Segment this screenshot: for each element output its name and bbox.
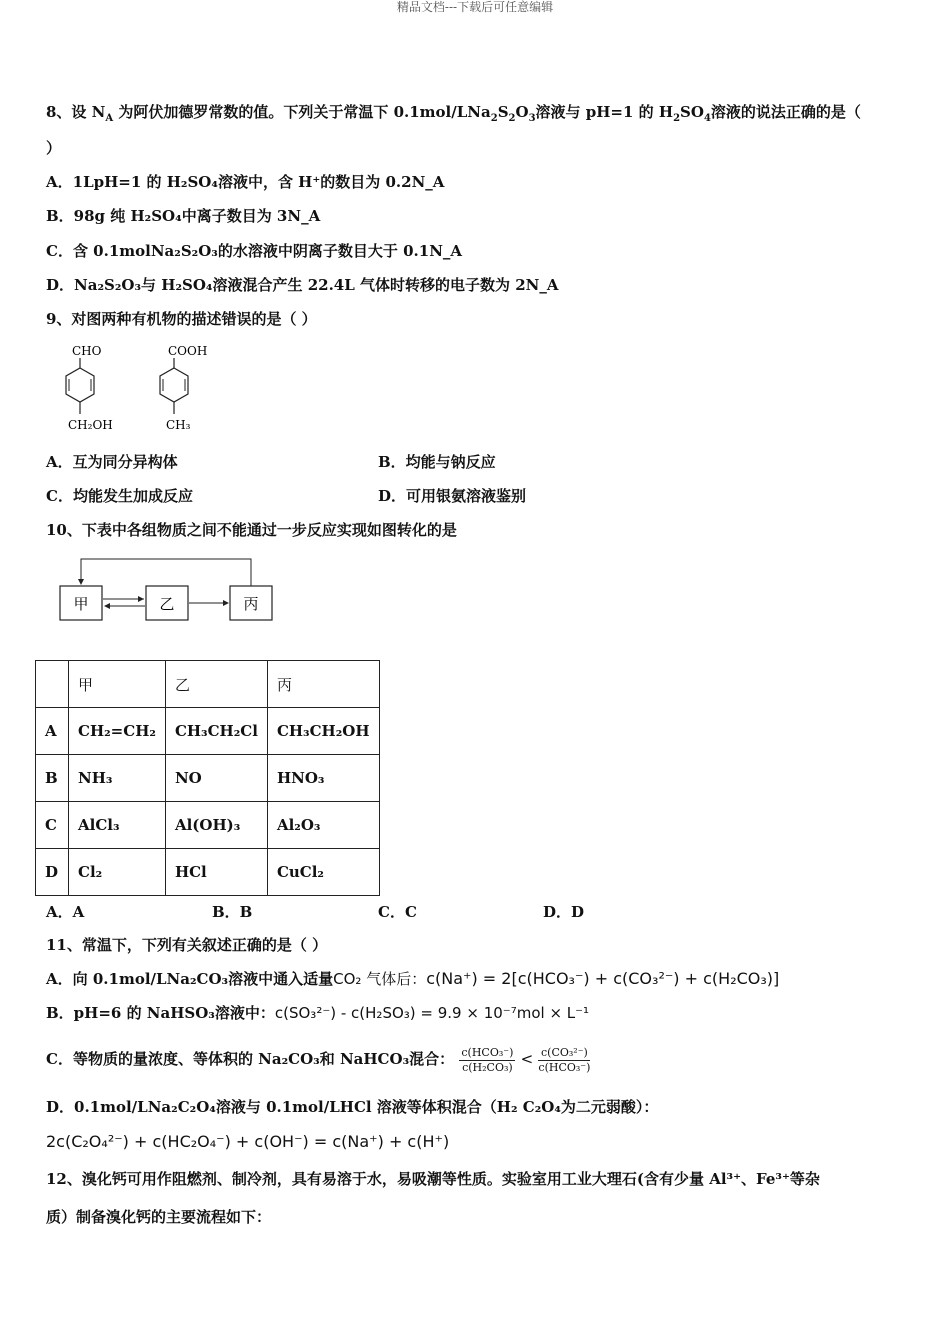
q11-b-text: B．pH=6 的 NaHSO₃溶液中： <box>46 1004 275 1022</box>
table-header-row <box>36 661 380 708</box>
molecule-1 <box>66 344 113 432</box>
table-row <box>36 755 380 802</box>
q9-option-d: D．可用银氨溶液鉴别 <box>378 487 527 505</box>
q8-option-a: A．1LpH=1 的 H₂SO₄溶液中，含 H⁺的数目为 0.2N_A <box>46 173 445 191</box>
q11-option-b <box>46 1003 589 1023</box>
mol1-top-label: CHO <box>72 344 102 358</box>
molecule-2 <box>160 344 207 432</box>
q9-option-a: A．互为同分异构体 <box>46 453 178 471</box>
q11-a-text: A．向 0.1mol/LNa₂CO₃溶液中通入适量 <box>46 970 334 988</box>
table-cell: D <box>36 849 69 896</box>
q11-b-formula: c(SO₃²⁻) - c(H₂SO₃) = 9.9 × 10⁻⁷mol × L⁻¹ <box>274 1004 590 1022</box>
q10-option-d: D．D <box>543 903 585 921</box>
table-cell: NO <box>165 755 267 802</box>
table-header-cell <box>36 661 69 708</box>
q11-a-gas: CO₂ 气体后： <box>333 970 427 988</box>
fraction-denominator: c(H₂CO₃) <box>462 1060 513 1074</box>
table-row <box>36 849 380 896</box>
q11-c-fraction-2 <box>538 1046 590 1075</box>
q10-stem: 10、下表中各组物质之间不能通过一步反应实现如图转化的是 <box>46 521 457 539</box>
q11-c-text: C．等物质的量浓度、等体积的 Na₂CO₃和 NaHCO₃混合： <box>46 1050 455 1068</box>
q8-option-c: C．含 0.1molNa₂S₂O₃的水溶液中阴离子数目大于 0.1N_A <box>46 242 463 260</box>
fraction-numerator: c(HCO₃⁻) <box>461 1045 514 1059</box>
table-row <box>36 708 380 755</box>
table-cell: CH₃CH₂Cl <box>165 708 267 755</box>
q10-table <box>35 660 380 896</box>
q10-option-c: C．C <box>378 903 417 921</box>
q8-stem-part: 8、设 N <box>46 103 106 121</box>
box-bing-label: 丙 <box>243 595 259 613</box>
q11-option-c <box>46 1040 590 1078</box>
table-cell: NH₃ <box>69 755 166 802</box>
box-jia-label: 甲 <box>73 595 89 613</box>
table-cell: Al₂O₃ <box>267 802 379 849</box>
table-cell: AlCl₃ <box>69 802 166 849</box>
q11-stem: 11、常温下，下列有关叙述正确的是（ ） <box>46 936 328 954</box>
fraction-denominator: c(HCO₃⁻) <box>538 1060 591 1074</box>
q8-stem-sub: A <box>105 113 114 124</box>
q9-option-b: B．均能与钠反应 <box>378 453 496 471</box>
table-cell: A <box>36 708 69 755</box>
q11-option-a <box>46 969 779 989</box>
q11-a-formula: c(Na⁺) = 2[c(HCO₃⁻) + c(CO₃²⁻) + c(H₂CO₃)] <box>426 969 780 988</box>
table-row <box>36 802 380 849</box>
q8-option-b: B．98g 纯 H₂SO₄中离子数目为 3N_A <box>46 207 321 225</box>
conversion-diagram <box>58 556 278 626</box>
mol2-bottom-label: CH₃ <box>166 418 191 432</box>
table-cell: HCl <box>165 849 267 896</box>
q8-option-d: D．Na₂S₂O₃与 H₂SO₄溶液混合产生 22.4L 气体时转移的电子数为 2N_A <box>46 276 559 294</box>
organic-structures-figure <box>50 342 230 437</box>
q11-option-d: D．0.1mol/LNa₂C₂O₄溶液与 0.1mol/LHCl 溶液等体积混合（H₂ C₂O₄为二元弱酸）： <box>46 1098 659 1116</box>
table-cell: CuCl₂ <box>267 849 379 896</box>
mol2-top-label: COOH <box>168 344 208 358</box>
table-cell: HNO₃ <box>267 755 379 802</box>
q11-c-operator: < <box>520 1050 534 1068</box>
table-cell: CH₃CH₂OH <box>267 708 379 755</box>
q8-stem: 8、设 $N_A$ 为阿伏加德罗常数的值。下列关于常温下 $0.1mol/LNa_2S_2O_3$溶液与 pH=1 的 $H_2SO_4$溶液的说法正确的是（ <box>46 103 861 124</box>
q8-stem-part: 为阿伏加德罗常数的值。下列关于常温下 0.1mol/LNa <box>113 103 491 121</box>
table-cell: Cl₂ <box>69 849 166 896</box>
q8-stem-part: 溶液的说法正确的是（ <box>710 103 861 121</box>
table-cell: C <box>36 802 69 849</box>
table-cell: B <box>36 755 69 802</box>
q11-d-formula: 2c(C₂O₄²⁻) + c(HC₂O₄⁻) + c(OH⁻) = c(Na⁺) + c(H⁺) <box>46 1132 450 1151</box>
table-cell: CH₂=CH₂ <box>69 708 166 755</box>
table-header-cell: 甲 <box>69 661 166 708</box>
q9-stem: 9、对图两种有机物的描述错误的是（ ） <box>46 310 317 328</box>
fraction-numerator: c(CO₃²⁻) <box>538 1046 590 1061</box>
box-yi-label: 乙 <box>159 595 175 613</box>
page-header: 精品文档---下载后可任意编辑 <box>396 0 554 14</box>
q12-stem-line2: 质）制备溴化钙的主要流程如下： <box>46 1208 272 1226</box>
q12-stem-line1: 12、溴化钙可用作阻燃剂、制冷剂，具有易溶于水，易吸潮等性质。实验室用工业大理石(含有少量 Al³⁺、Fe³⁺等杂 <box>46 1170 820 1188</box>
table-cell: Al(OH)₃ <box>165 802 267 849</box>
q8-stem-close: ） <box>46 139 62 157</box>
q9-option-c: C．均能发生加成反应 <box>46 487 193 505</box>
mol1-bottom-label: CH₂OH <box>68 418 113 432</box>
q8-stem-part: 溶液与 pH=1 的 H <box>535 103 674 121</box>
table-header-cell: 乙 <box>165 661 267 708</box>
q10-option-a: A．A <box>46 903 85 921</box>
q11-c-fraction-1 <box>459 1046 515 1075</box>
table-header-cell: 丙 <box>267 661 379 708</box>
q10-option-b: B．B <box>212 903 253 921</box>
